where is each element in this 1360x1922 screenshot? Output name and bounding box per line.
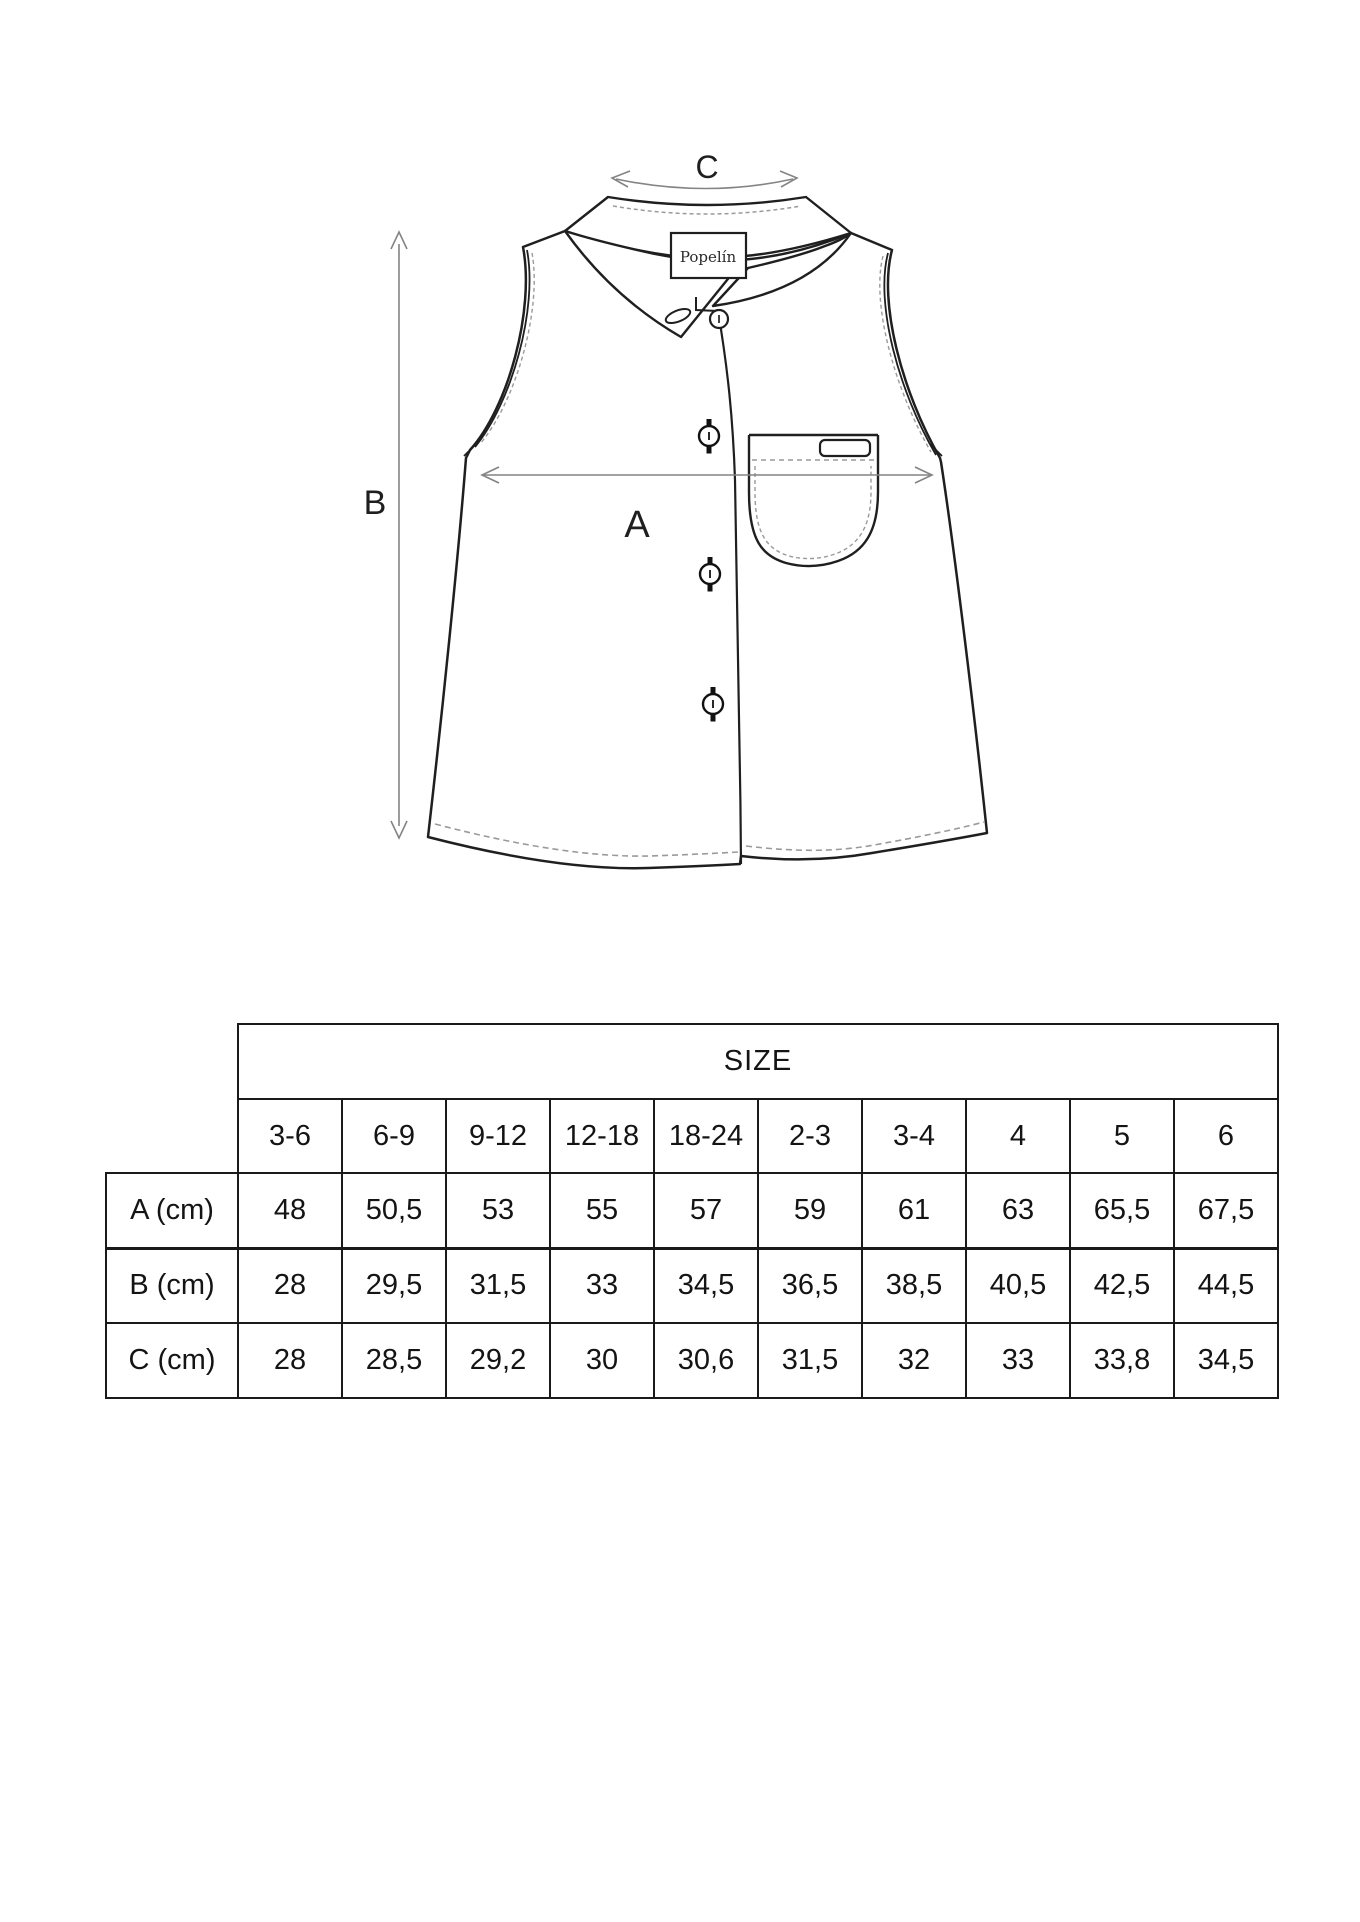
measure-cell: 28 — [238, 1323, 342, 1398]
size-col-label: 9-12 — [446, 1099, 550, 1173]
chest-pocket — [749, 435, 878, 566]
measure-cell: 36,5 — [758, 1248, 862, 1323]
measure-cell: 65,5 — [1070, 1173, 1174, 1248]
measure-cell: 34,5 — [654, 1248, 758, 1323]
garment-body-outline — [428, 231, 987, 868]
measure-cell: 29,5 — [342, 1248, 446, 1323]
row-label-c: C (cm) — [106, 1323, 238, 1398]
size-col-label: 4 — [966, 1099, 1070, 1173]
measure-cell: 31,5 — [446, 1248, 550, 1323]
measure-cell: 31,5 — [758, 1323, 862, 1398]
measure-cell: 40,5 — [966, 1248, 1070, 1323]
size-col-label: 18-24 — [654, 1099, 758, 1173]
size-col-label: 3-4 — [862, 1099, 966, 1173]
measure-cell: 32 — [862, 1323, 966, 1398]
measure-cell: 29,2 — [446, 1323, 550, 1398]
measure-cell: 33,8 — [1070, 1323, 1174, 1398]
measure-cell: 30 — [550, 1323, 654, 1398]
measure-cell: 59 — [758, 1173, 862, 1248]
measure-cell: 33 — [550, 1248, 654, 1323]
measure-cell: 53 — [446, 1173, 550, 1248]
size-col-label: 6 — [1174, 1099, 1278, 1173]
row-label-a: A (cm) — [106, 1173, 238, 1248]
measure-cell: 38,5 — [862, 1248, 966, 1323]
measure-cell: 55 — [550, 1173, 654, 1248]
measure-cell: 42,5 — [1070, 1248, 1174, 1323]
measure-cell: 57 — [654, 1173, 758, 1248]
pocket-label-patch — [820, 440, 870, 456]
size-col-label: 3-6 — [238, 1099, 342, 1173]
measure-cell: 28,5 — [342, 1323, 446, 1398]
size-col-label: 6-9 — [342, 1099, 446, 1173]
measure-cell: 28 — [238, 1248, 342, 1323]
size-col-label: 5 — [1070, 1099, 1174, 1173]
measure-cell: 30,6 — [654, 1323, 758, 1398]
corner-spacer — [106, 1099, 238, 1173]
measure-cell: 44,5 — [1174, 1248, 1278, 1323]
row-label-b: B (cm) — [106, 1248, 238, 1323]
measure-cell: 67,5 — [1174, 1173, 1278, 1248]
brand-label-text: Popelín — [679, 248, 737, 266]
size-col-label: 2-3 — [758, 1099, 862, 1173]
measure-cell: 48 — [238, 1173, 342, 1248]
dim-label-b: B — [363, 484, 387, 522]
dim-label-a: A — [624, 504, 650, 546]
measure-arrow-b — [391, 232, 407, 838]
size-col-label: 12-18 — [550, 1099, 654, 1173]
measure-cell: 34,5 — [1174, 1323, 1278, 1398]
measure-cell: 33 — [966, 1323, 1070, 1398]
dim-label-c: C — [695, 149, 719, 185]
measure-cell: 61 — [862, 1173, 966, 1248]
corner-spacer — [106, 1024, 238, 1099]
size-table — [105, 1023, 1279, 1399]
size-header: SIZE — [238, 1024, 1278, 1099]
measure-cell: 63 — [966, 1173, 1070, 1248]
measure-cell: 50,5 — [342, 1173, 446, 1248]
